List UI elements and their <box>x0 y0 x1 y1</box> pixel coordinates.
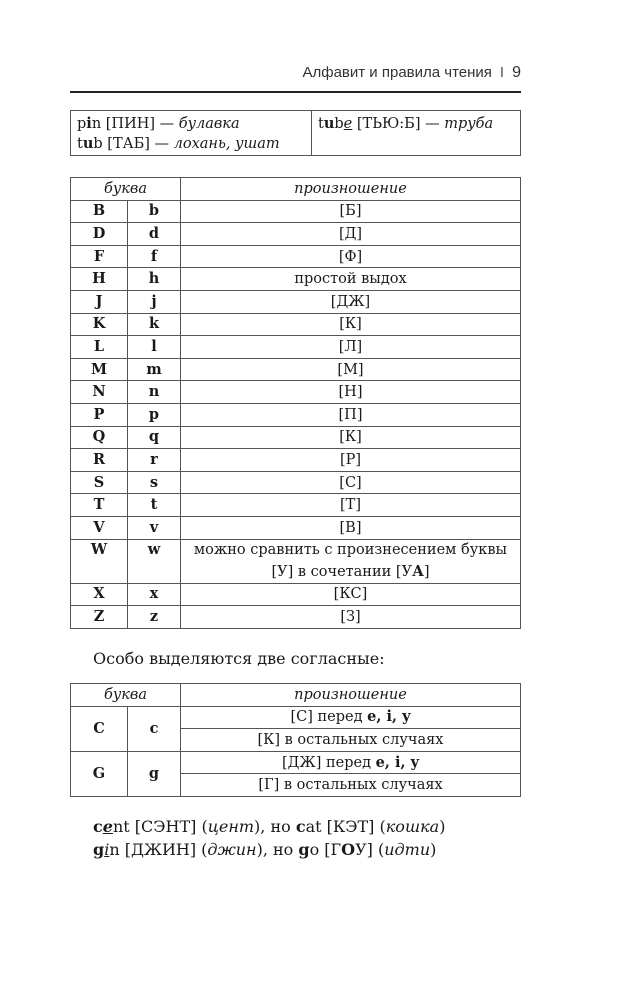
table-row <box>71 426 521 449</box>
examples-right-cell <box>312 111 521 156</box>
letter-upper: W <box>71 539 128 583</box>
pronunciation: простой выдох <box>181 268 521 291</box>
letter-upper: Z <box>71 606 128 629</box>
pronunciation: [В] <box>181 516 521 539</box>
letter-lower: d <box>128 223 181 246</box>
page-number: 9 <box>512 64 521 81</box>
pronunciation: [З] <box>181 606 521 629</box>
letter-upper: G <box>71 751 128 796</box>
table-row <box>71 449 521 472</box>
letter-lower: p <box>128 403 181 426</box>
letter-upper: F <box>71 245 128 268</box>
letter-upper: Q <box>71 426 128 449</box>
table-row <box>71 583 521 606</box>
table-row <box>71 336 521 359</box>
pronunciation: [КС] <box>181 583 521 606</box>
pronunciation: [М] <box>181 358 521 381</box>
table-row <box>71 290 521 313</box>
pronunciation: [Н] <box>181 381 521 404</box>
letter-upper: H <box>71 268 128 291</box>
letter-lower: k <box>128 313 181 336</box>
letter-upper: D <box>71 223 128 246</box>
pron-g-line1: [ДЖ] перед e, i, y <box>181 751 521 774</box>
bottom-examples <box>93 815 445 861</box>
table-row <box>71 706 521 729</box>
example-tub: tub [ТАБ] — лохань, ушат <box>77 135 280 152</box>
letter-upper: N <box>71 381 128 404</box>
letter-lower: n <box>128 381 181 404</box>
pronunciation: [Р] <box>181 449 521 472</box>
letter-lower: f <box>128 245 181 268</box>
letter-upper: C <box>71 706 128 751</box>
letter-upper: K <box>71 313 128 336</box>
letter-upper: B <box>71 200 128 223</box>
letter-lower: g <box>128 751 181 796</box>
letter-lower: v <box>128 516 181 539</box>
letter-upper: L <box>71 336 128 359</box>
table-row <box>71 358 521 381</box>
pronunciation: [Б] <box>181 200 521 223</box>
table-header-row <box>71 178 521 201</box>
letter-upper: S <box>71 471 128 494</box>
pronunciation: [Д] <box>181 223 521 246</box>
header-separator: I <box>499 64 505 81</box>
pron-c-line2: [К] в остальных случаях <box>181 729 521 752</box>
pronunciation: [Л] <box>181 336 521 359</box>
letter-lower: c <box>128 706 181 751</box>
special-consonants-table <box>70 683 521 797</box>
letter-lower: b <box>128 200 181 223</box>
letter-upper: M <box>71 358 128 381</box>
table-row <box>71 494 521 517</box>
header-letter: буква <box>71 684 181 707</box>
letter-lower: r <box>128 449 181 472</box>
header-pronunciation: произношение <box>181 684 521 707</box>
pronunciation: [К] <box>181 313 521 336</box>
table-row <box>71 539 521 561</box>
header-rule <box>70 91 521 93</box>
letter-lower: h <box>128 268 181 291</box>
letter-lower: s <box>128 471 181 494</box>
pron-g-line2: [Г] в остальных случаях <box>181 774 521 797</box>
letter-lower: x <box>128 583 181 606</box>
pronunciation: [Т] <box>181 494 521 517</box>
pronunciation: [Ф] <box>181 245 521 268</box>
pron-c-line1: [С] перед e, i, y <box>181 706 521 729</box>
letter-upper: V <box>71 516 128 539</box>
letter-upper: T <box>71 494 128 517</box>
letter-lower: q <box>128 426 181 449</box>
example-gin-go: gin [ДЖИН] (джин), но go [ГОУ] (идти) <box>93 840 437 859</box>
paragraph-text: Особо выделяются две согласные: <box>93 649 385 668</box>
letter-upper: J <box>71 290 128 313</box>
pron-w-line1: можно сравнить с произнесением буквы <box>181 539 521 561</box>
table-row <box>71 313 521 336</box>
header-pronunciation: произношение <box>181 178 521 201</box>
consonants-table <box>70 177 521 629</box>
example-tube: tube [ТЬЮ:Б] — труба <box>318 115 494 132</box>
table-row <box>71 403 521 426</box>
example-cent-cat: cent [СЭНТ] (цент), но cat [КЭТ] (кошка) <box>93 817 446 836</box>
chapter-title: Алфавит и правила чтения <box>302 64 492 81</box>
header-letter: буква <box>71 178 181 201</box>
table-row <box>71 223 521 246</box>
page-header <box>70 64 521 88</box>
table-row <box>71 381 521 404</box>
table-row <box>71 516 521 539</box>
table-row <box>71 606 521 629</box>
letter-upper: P <box>71 403 128 426</box>
pronunciation: [ДЖ] <box>181 290 521 313</box>
table-header-row <box>71 684 521 707</box>
pronunciation: [С] <box>181 471 521 494</box>
examples-table <box>70 110 521 156</box>
table-row <box>71 268 521 291</box>
examples-left-cell <box>71 111 312 156</box>
pronunciation: [К] <box>181 426 521 449</box>
letter-upper: X <box>71 583 128 606</box>
letter-lower: w <box>128 539 181 583</box>
example-pin: pin [ПИН] — булавка <box>77 115 240 132</box>
letter-lower: m <box>128 358 181 381</box>
letter-lower: t <box>128 494 181 517</box>
letter-upper: R <box>71 449 128 472</box>
pron-w-line2: [У] в сочетании [УА] <box>181 561 521 583</box>
letter-lower: z <box>128 606 181 629</box>
letter-lower: l <box>128 336 181 359</box>
table-row <box>71 751 521 774</box>
pronunciation: [П] <box>181 403 521 426</box>
table-row <box>71 245 521 268</box>
letter-lower: j <box>128 290 181 313</box>
table-row <box>71 200 521 223</box>
table-row <box>71 471 521 494</box>
